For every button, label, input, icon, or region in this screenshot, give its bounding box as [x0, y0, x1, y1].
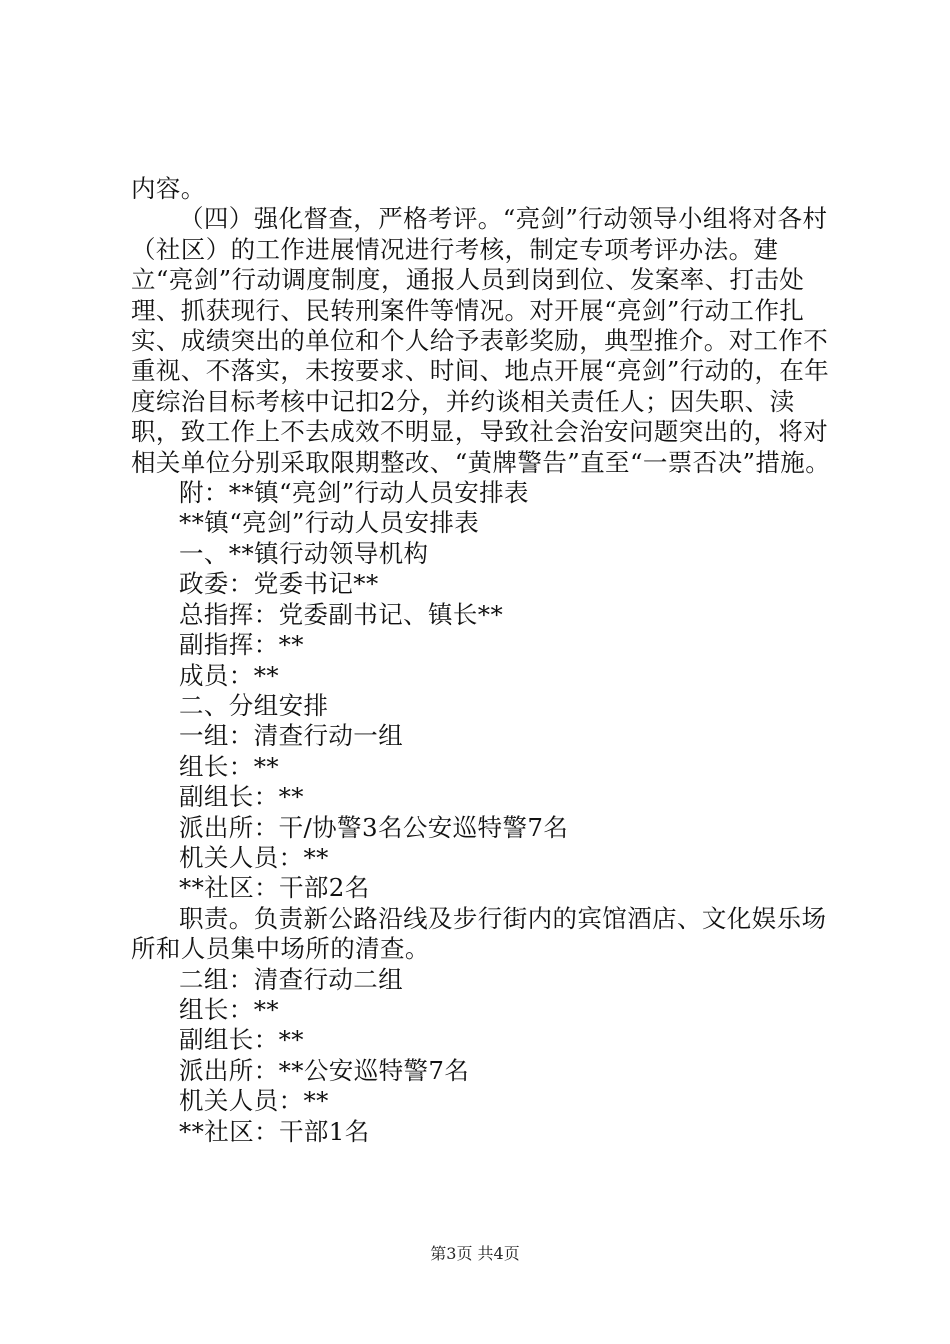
group2-deputy-leader: 副组长：** — [179, 1025, 304, 1055]
group1-leader: 组长：** — [179, 751, 279, 781]
leadership-deputy-commander: 副指挥：** — [179, 630, 304, 660]
group1-deputy-leader: 副组长：** — [179, 782, 304, 812]
section-heading-leadership: 一、**镇行动领导机构 — [179, 538, 429, 568]
leadership-commissar: 政委：党委书记** — [179, 569, 379, 599]
group2-community: **社区：干部1名 — [179, 1116, 370, 1146]
group1-police-station: 派出所：干/协警3名公安巡特警7名 — [179, 812, 569, 842]
group2-leader: 组长：** — [179, 994, 279, 1024]
document-body — [131, 174, 833, 1147]
schedule-title: **镇“亮剑”行动人员安排表 — [179, 508, 480, 538]
group1-title: 一组：清查行动一组 — [179, 721, 404, 751]
leadership-members: 成员：** — [179, 660, 279, 690]
group1-office-staff: 机关人员：** — [179, 842, 329, 872]
page-number-footer: 第3页 共4页 — [430, 1244, 520, 1263]
leadership-commander: 总指挥：党委副书记、镇长** — [179, 599, 504, 629]
group1-duty: 职责。负责新公路沿线及步行街内的宾馆酒店、文化娱乐场所和人员集中场所的清查。 — [131, 903, 827, 964]
group2-title: 二组：清查行动二组 — [179, 964, 404, 994]
paragraph-supervision: （四）强化督查，严格考评。“亮剑”行动领导小组将对各村（社区）的工作进展情况进行考核，制定专项考评办法。建立“亮剑”行动调度制度，通报人员到岗到位、发案率、打击处理、抓获现行、民转刑案件等情况。对开展“亮剑”行动工作扎实、成绩突出的单位和个人给予表彰奖励，典型推介。对工作不重视、不落实，未按要求、时间、地点开展“亮剑”行动的，在年度综治目标考核中记扣2分，并约谈相关责任人；因失职、渎职，致工作上不去成效不明显，导致社会治安问题突出的，将对相关单位分别采取限期整改、“黄牌警告”直至“一票否决”措施。 — [131, 204, 831, 477]
section-heading-groups: 二、分组安排 — [179, 690, 329, 720]
group1-community: **社区：干部2名 — [179, 873, 370, 903]
paragraph-continuation: 内容。 — [131, 174, 206, 203]
group2-office-staff: 机关人员：** — [179, 1086, 329, 1116]
group2-police-station: 派出所：**公安巡特警7名 — [179, 1055, 470, 1085]
attachment-note: 附：**镇“亮剑”行动人员安排表 — [179, 478, 529, 508]
